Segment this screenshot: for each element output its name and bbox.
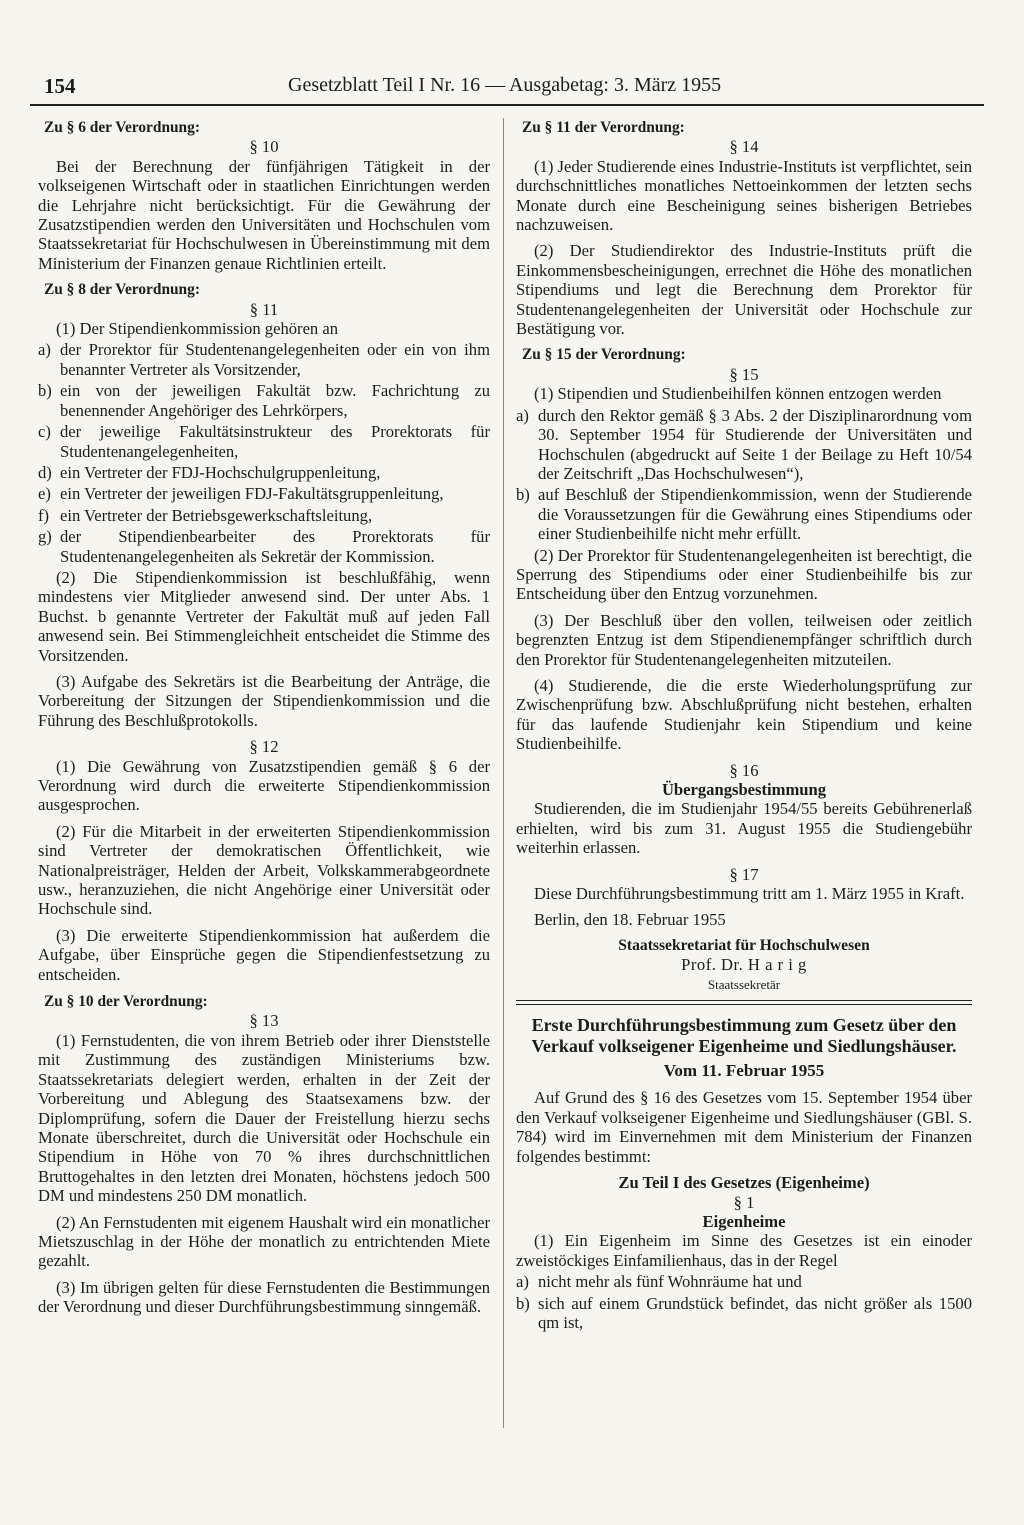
document-date: Vom 11. Februar 1955 — [663, 1061, 825, 1081]
list-label: a) — [516, 1272, 529, 1292]
list-label: b) — [516, 485, 530, 505]
paragraph-title: Eigenheime — [702, 1211, 786, 1231]
list-item — [38, 381, 490, 420]
list-text: nicht mehr als fünf Wohnräume hat und — [538, 1272, 802, 1292]
paragraph-number: § 12 — [249, 737, 279, 757]
paragraph-text: (1) Jeder Studierende eines Industrie-Instituts ist verpflichtet, sein durchschnittliches monatliches Nettoeinkommen der letzten sechs Monate durch eine Bescheinigung seines bisherigen Betriebes nachzuweisen. — [516, 156, 972, 235]
section-separator — [516, 1000, 972, 1005]
paragraph-text: (3) Der Beschluß über den vollen, teilweisen oder zeitlich begrenzten Entzug ist dem Stipendienempfänger schriftlich durch den Prorektor für Studentenangelegenheiten mitzuteilen. — [516, 610, 972, 669]
paragraph-text: (3) Die erweiterte Stipendienkommission hat außerdem die Aufgabe, über Einsprüche gegen die Stipendienfestsetzung zu entscheiden. — [38, 925, 490, 984]
paragraph-text: Bei der Berechnung der fünfjährigen Tätigkeit in der volkseigenen Wirtschaft oder in staatlichen Einrichtungen werden die Lehrjahre nicht berücksichtigt. Für die Gewährung der Zusatzstipendien werden den Universitäten und Hochschulen vom Staatssekretariat für Hochschulwesen in Übereinstimmung mit dem Ministerium der Finanzen genaue Richtlinien erteilt. — [38, 156, 490, 273]
paragraph-text: (1) Fernstudenten, die von ihrem Betrieb oder ihrer Dienststelle mit Zustimmung des zuständigen Ministeriums bzw. Staatssekretariats delegiert werden, erhalten in der Zeit der Vorbereitung und Ablegung des Staatsexamens bzw. der Diplomprüfung, sofern die Dauer der Freistellung hierzu sechs Monate überschreitet, durch die Universität oder Hochschule ein Stipendium in Höhe von 70 % ihres durchschnittlichen Bruttogehaltes in den letzten drei Monaten, höchstens jedoch 500 DM und mindestens 250 DM monatlich. — [38, 1030, 490, 1206]
paragraph-number: § 17 — [729, 864, 759, 884]
column-divider — [503, 118, 504, 1428]
list-item — [516, 1272, 972, 1291]
list-text: der Prorektor für Studentenangelegenheiten oder ein von ihm benannter Vertreter als Vorsitzender, — [60, 340, 490, 379]
list-label: a) — [516, 405, 529, 425]
list-label: c) — [38, 422, 51, 442]
paragraph-text: (3) Im übrigen gelten für diese Fernstudenten die Bestimmungen der Verordnung und dieser Durchführungsbestimmung sinngemäß. — [38, 1277, 490, 1317]
list-label: f) — [38, 505, 50, 525]
place-date: Berlin, den 18. Februar 1955 — [534, 910, 726, 930]
paragraph-number: § 14 — [729, 137, 759, 157]
list-item — [38, 340, 490, 379]
paragraph-text: (3) Aufgabe des Sekretärs ist die Bearbeitung der Anträge, die Vorbereitung der Sitzungen der Stipendienkommission und die Führung des Beschlußprotokolls. — [38, 671, 490, 730]
list-item — [38, 506, 490, 525]
section-heading: Zu § 10 der Verordnung: — [44, 993, 208, 1011]
list-text: ein Vertreter der jeweiligen FDJ-Fakultätsgruppenleitung, — [60, 484, 444, 504]
list-label: a) — [38, 340, 51, 360]
section-heading: Zu § 15 der Verordnung: — [522, 346, 686, 364]
signature-role: Staatssekretär — [707, 976, 781, 992]
list-label: g) — [38, 527, 52, 547]
list-text: ein von der jeweiligen Fakultät bzw. Fachrichtung zu benennender Angehöriger des Lehrkörpers, — [60, 381, 490, 420]
list-text: durch den Rektor gemäß § 3 Abs. 2 der Disziplinarordnung vom 30. September 1954 für Studierende der Universitäten und Hochschulen (abgedruckt auf Seite 1 der Beilage zu Heft 10/54 der Zeitschrift „Das Hochschulwesen“), — [538, 405, 972, 483]
paragraph-text: (2) Der Studiendirektor des Industrie-Instituts prüft die Einkommensbescheinigungen, errechnet die Höhe des monatlichen Stipendiums und legt die Berechnung dem Prorektor für Studentenangelegenheiten der Universität oder Hochschule zur Bestätigung vor. — [516, 241, 972, 339]
list-label: d) — [38, 462, 52, 482]
paragraph-text: (1) Ein Eigenheim im Sinne des Gesetzes ist ein einoder zweistöckiges Einfamilienhaus, das in der Regel — [516, 1231, 972, 1270]
list-label: e) — [38, 484, 51, 504]
section-heading: Zu § 11 der Verordnung: — [522, 119, 685, 136]
list-text: der Stipendienbearbeiter des Prorektorats für Studentenangelegenheiten als Sekretär der Kommission. — [60, 527, 490, 566]
paragraph-text: (2) Für die Mitarbeit in der erweiterten Stipendienkommission sind Vertreter der demokratischen Öffentlichkeit, wie Nationalpreisträger, Helden der Arbeit, Volkskammerabgeordnete usw., heranzuziehen, die nicht Angehörige einer Universität oder Hochschule sind. — [38, 821, 490, 919]
paragraph-text: (2) An Fernstudenten mit eigenem Haushalt wird ein monatlicher Mietszuschlag in der Höhe der monatlich zu entrichtenden Miete gezahlt. — [38, 1212, 490, 1271]
section-heading: Zu § 8 der Verordnung: — [44, 281, 200, 299]
paragraph-text: (4) Studierende, die die erste Wiederholungsprüfung zur Zwischenprüfung bzw. Abschlußprüfung nicht bestehen, erhalten für das laufende Studienjahr kein Stipendium und keine Studienbeihilfe. — [516, 675, 972, 754]
list-item — [516, 1294, 972, 1333]
header-rule — [30, 104, 984, 106]
running-head: Gesetzblatt Teil I Nr. 16 — Ausgabetag: 3. März 1955 — [288, 74, 722, 96]
list-text: der jeweilige Fakultätsinstrukteur des Prorektorats für Studentenangelegenheiten, — [60, 422, 490, 461]
list-text: sich auf einem Grundstück befindet, das nicht größer als 1500 qm ist, — [538, 1293, 972, 1332]
list-text: ein Vertreter der FDJ-Hochschulgruppenleitung, — [60, 462, 381, 482]
paragraph-text: Auf Grund des § 16 des Gesetzes vom 15. September 1954 über den Verkauf volkseigener Eigenheime und Siedlungshäuser (GBl. S. 784) wird im Einvernehmen mit dem Ministerium der Finanzen folgendes bestimmt: — [516, 1088, 972, 1166]
paragraph-number: § 1 — [733, 1192, 755, 1212]
paragraph-text: Diese Durchführungsbestimmung tritt am 1. März 1955 in Kraft. — [534, 884, 965, 904]
list-label: b) — [516, 1293, 530, 1313]
list-item — [38, 484, 490, 503]
list-item — [516, 406, 972, 484]
list-label: b) — [38, 381, 52, 401]
enumerated-list — [516, 1272, 972, 1332]
paragraph-number: § 10 — [249, 137, 279, 157]
paragraph-text: (1) Der Stipendienkommission gehören an — [56, 319, 339, 339]
list-item — [38, 422, 490, 461]
list-text: auf Beschluß der Stipendienkommission, wenn der Studierende die Voraussetzungen für die Gewährung eines Stipendiums oder einer Studienbeihilfe nicht mehr erfüllt. — [538, 485, 972, 544]
left-column — [38, 118, 490, 1324]
signature-organization: Staatssekretariat für Hochschulwesen — [618, 936, 870, 954]
list-item — [38, 527, 490, 566]
paragraph-number: § 15 — [729, 364, 759, 384]
list-item — [38, 463, 490, 482]
right-column — [516, 118, 972, 1334]
signature-name: Prof. Dr. H a r i g — [681, 955, 807, 975]
paragraph-text: (1) Die Gewährung von Zusatzstipendien gemäß § 6 der Verordnung wird durch die erweiterte Stipendienkommission ausgesprochen. — [38, 756, 490, 815]
enumerated-list — [38, 340, 490, 565]
part-heading: Zu Teil I des Gesetzes (Eigenheime) — [618, 1173, 870, 1193]
paragraph-text: Studierenden, die im Studienjahr 1954/55 bereits Gebührenerlaß erhielten, wird bis zum 31. August 1955 die Studiengebühr weiterhin erlassen. — [516, 799, 972, 858]
document-title: Erste Durchführungsbestimmung zum Gesetz über den Verkauf volkseigener Eigenheime und Siedlungshäuser. — [531, 1015, 957, 1057]
page-number: 154 — [44, 74, 76, 98]
paragraph-title: Übergangsbestimmung — [661, 780, 827, 799]
section-heading: Zu § 6 der Verordnung: — [44, 119, 200, 136]
paragraph-number: § 11 — [249, 299, 279, 319]
paragraph-text: (1) Stipendien und Studienbeihilfen können entzogen werden — [534, 384, 942, 404]
paragraph-text: (2) Der Prorektor für Studentenangelegenheiten ist berechtigt, die Sperrung des Stipendiums oder einer Studienbeihilfe bis zur Entscheidung über den Entzug vorzunehmen. — [516, 545, 972, 604]
paragraph-number: § 13 — [249, 1011, 279, 1031]
list-text: ein Vertreter der Betriebsgewerkschaftsleitung, — [60, 505, 373, 525]
enumerated-list — [516, 406, 972, 544]
list-item — [516, 485, 972, 543]
paragraph-number: § 16 — [729, 760, 759, 780]
paragraph-text: (2) Die Stipendienkommission ist beschlußfähig, wenn mindestens vier Mitglieder anwesend sind. Der unter Abs. 1 Buchst. b genannte Vertreter der Fakultät muß auf jeden Fall anwesend sein. Bei Stimmengleichheit entscheidet die Stimme des Vorsitzenden. — [38, 567, 490, 665]
